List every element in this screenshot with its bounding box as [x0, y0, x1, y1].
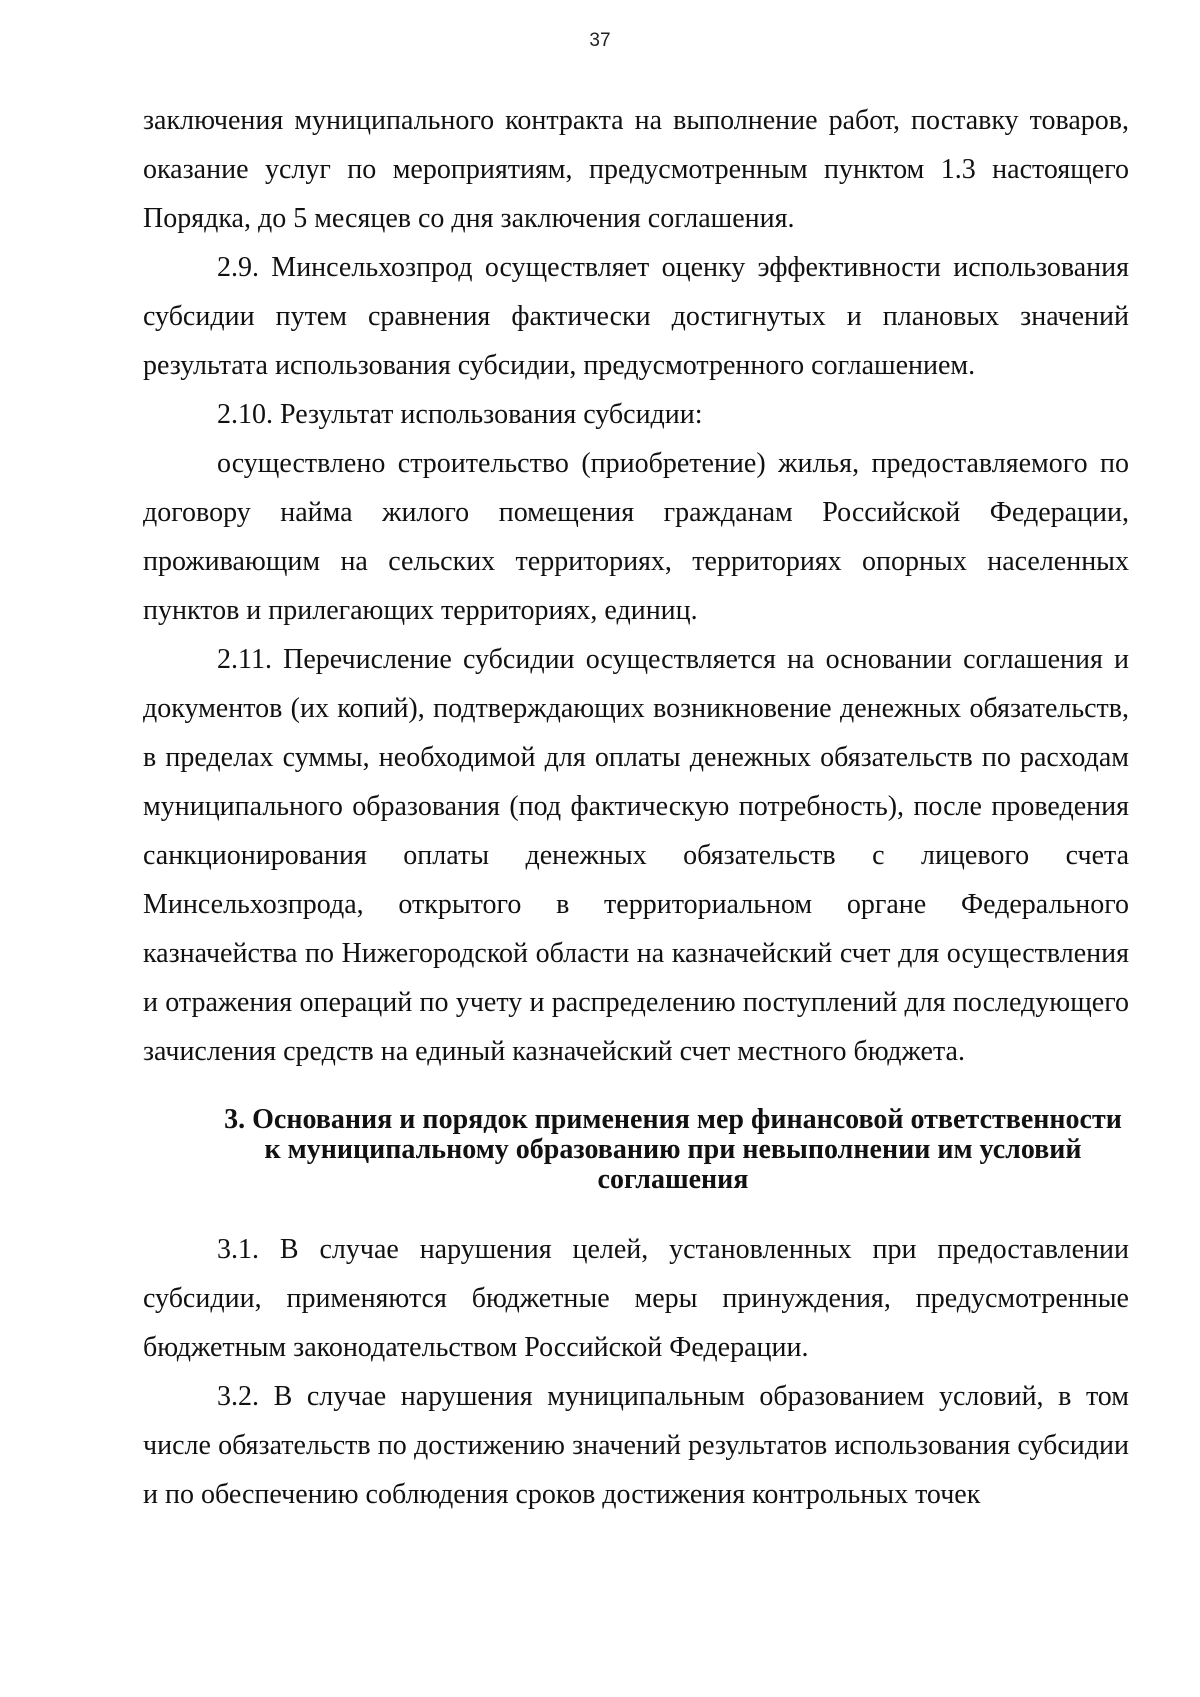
paragraph-subsidy-result: осуществлено строительство (приобретение) жилья, предоставляемого по договору найма жилого помещения гражданам Российской Федерации, проживающим на сельских территориях, территориях опорных населенных пунктов и прилегающих территориях, единиц. — [143, 448, 1129, 626]
paragraph-3-2: 3.2. В случае нарушения муниципальным образованием условий, в том числе обязательств по достижению значений результатов использования субсидии и по обеспечению соблюдения сроков достижения контрольных точек — [143, 1381, 1129, 1510]
paragraph-2-11: 2.11. Перечисление субсидии осуществляется на основании соглашения и документов (их копий), подтверждающих возникновение денежных обязательств, в пределах суммы, необходимой для оплаты денежных обязательств по расходам муниципального образования (под фактическую потребность), после проведения санкционирования оплаты денежных обязательств с лицевого счета Минсельхозпрода, открытого в территориальном органе Федерального казначейства по Нижегородской области на казначейский счет для осуществления и отражения операций по учету и распределению поступлений для последующего зачисления средств на единый казначейский счет местного бюджета. — [143, 644, 1129, 1067]
paragraph-3-1: 3.1. В случае нарушения целей, установленных при предоставлении субсидии, применяются бюджетные меры принуждения, предусмотренные бюджетным законодательством Российской Федерации. — [143, 1234, 1129, 1363]
paragraph-2-10: 2.10. Результат использования субсидии: — [217, 399, 703, 430]
section-heading-3: 3. Основания и порядок применения мер финансовой ответственности к муниципальному образованию при невыполнении им условий соглашения — [224, 1104, 1122, 1195]
page-number: 37 — [589, 30, 611, 51]
document-body — [143, 96, 1129, 1519]
paragraph-2-9: 2.9. Минсельхозпрод осуществляет оценку эффективности использования субсидии путем сравнения фактически достигнутых и плановых значений результата использования субсидии, предусмотренного соглашением. — [143, 252, 1129, 381]
paragraph-contract-terms: заключения муниципального контракта на выполнение работ, поставку товаров, оказание услуг по мероприятиям, предусмотренным пунктом 1.3 настоящего Порядка, до 5 месяцев со дня заключения соглашения. — [143, 105, 1129, 234]
